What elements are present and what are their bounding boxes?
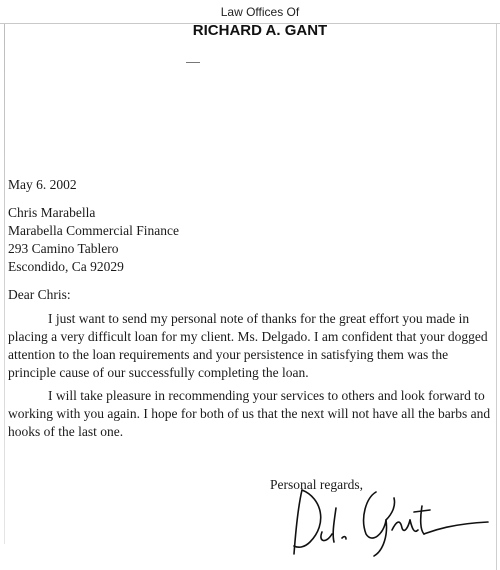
- letter-date: May 6. 2002: [8, 177, 77, 192]
- salutation: Dear Chris:: [8, 287, 71, 302]
- body-paragraph-2: [8, 387, 492, 441]
- recipient-street: 293 Camino Tablero: [8, 241, 119, 256]
- letterhead-mark: [186, 62, 200, 63]
- recipient-company: Marabella Commercial Finance: [8, 223, 179, 238]
- letterhead: [140, 4, 380, 40]
- body-paragraph-2-text: I will take pleasure in recommending your services to others and look forward to working with you again. I hope for both of us that the next will not have all the barbs and hooks of the last one.: [8, 388, 491, 439]
- recipient-name: Chris Marabella: [8, 205, 96, 220]
- letterhead-name: RICHARD A. GANT: [192, 22, 328, 39]
- letterhead-firm-line: Law Offices Of: [220, 5, 300, 19]
- body-paragraph-1: [8, 310, 492, 382]
- recipient-city: Escondido, Ca 92029: [8, 259, 124, 274]
- recipient-address: [8, 204, 179, 276]
- scan-edge-left: [4, 24, 5, 544]
- body-paragraph-1-text: I just want to send my personal note of thanks for the great effort you made in placing a very difficult loan for my client. Ms. Delgado. I am confident that your dogged attention to the loan requirements and your persistence in satisfying them was the principle cause of our successfully completing the loan.: [8, 311, 488, 380]
- signature: [288, 472, 493, 562]
- scan-edge-right: [496, 24, 497, 570]
- closing: Personal regards,: [270, 477, 363, 492]
